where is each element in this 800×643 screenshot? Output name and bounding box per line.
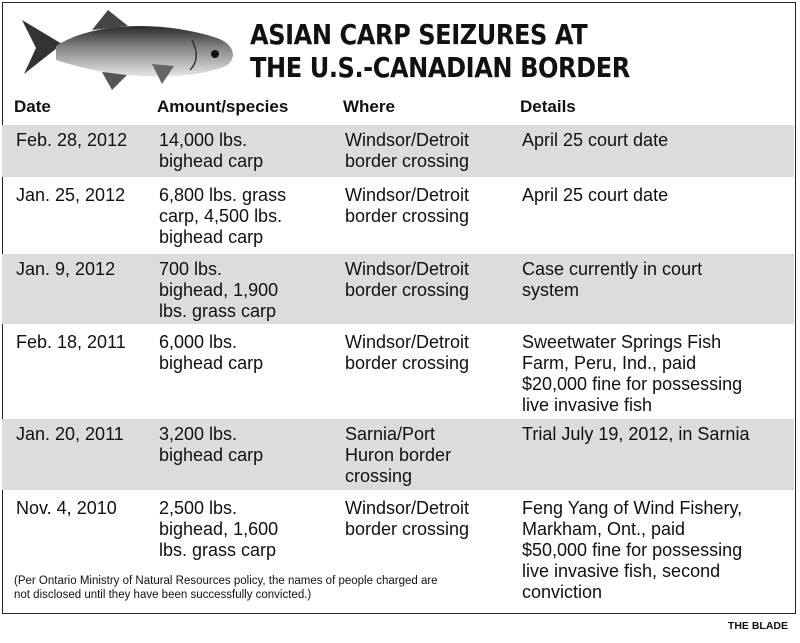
title-line-1: ASIAN CARP SEIZURES AT: [250, 18, 588, 51]
cell-details: Trial July 19, 2012, in Sarnia: [522, 424, 750, 444]
cell-where: Windsor/Detroit border crossing: [345, 332, 470, 373]
cell-date: Nov. 4, 2010: [16, 498, 117, 518]
table-row: [2, 327, 794, 417]
cell-where: Windsor/Detroit border crossing: [345, 498, 470, 539]
cell-amount: 2,500 lbs. bighead, 1,600 lbs. grass carp: [159, 498, 279, 560]
cell-amount: 14,000 lbs. bighead carp: [159, 130, 264, 171]
cell-date: Jan. 25, 2012: [16, 185, 126, 205]
cell-amount: 3,200 lbs. bighead carp: [159, 424, 264, 465]
cell-details: April 25 court date: [522, 185, 669, 205]
footnote: (Per Ontario Ministry of Natural Resources policy, the names of people charged are not disclosed until they have been successfully convicted.): [14, 575, 438, 601]
cell-details: Sweetwater Springs Fish Farm, Peru, Ind., paid $20,000 fine for possessing live invasive fish: [522, 332, 743, 415]
column-header-amount: Amount/species: [157, 97, 289, 116]
table-row: [2, 180, 794, 252]
cell-amount: 6,000 lbs. bighead carp: [159, 332, 264, 373]
cell-details: Case currently in court system: [522, 259, 703, 300]
cell-where: Windsor/Detroit border crossing: [345, 130, 470, 171]
cell-where: Windsor/Detroit border crossing: [345, 185, 470, 226]
page-title: [250, 18, 630, 84]
column-header-details: Details: [520, 97, 576, 116]
column-header-date: Date: [14, 97, 51, 116]
table-row: [2, 254, 794, 324]
carp-fish-illustration: [12, 4, 240, 100]
column-header-where: Where: [343, 97, 395, 116]
cell-date: Jan. 20, 2011: [16, 424, 124, 444]
cell-amount: 6,800 lbs. grass carp, 4,500 lbs. bighead carp: [159, 185, 287, 247]
table-row: [2, 125, 794, 177]
table-row: [2, 419, 794, 490]
cell-details: April 25 court date: [522, 130, 669, 150]
cell-where: Sarnia/Port Huron border crossing: [345, 424, 452, 486]
cell-date: Feb. 28, 2012: [16, 130, 128, 150]
source-credit: THE BLADE: [727, 620, 788, 632]
cell-date: Feb. 18, 2011: [16, 332, 126, 352]
cell-amount: 700 lbs. bighead, 1,900 lbs. grass carp: [159, 259, 279, 321]
title-line-2: THE U.S.-CANADIAN BORDER: [250, 51, 630, 84]
cell-details: Feng Yang of Wind Fishery, Markham, Ont., paid $50,000 fine for possessing live invasive fish, second conviction: [522, 498, 743, 602]
cell-where: Windsor/Detroit border crossing: [345, 259, 470, 300]
cell-date: Jan. 9, 2012: [16, 259, 116, 279]
